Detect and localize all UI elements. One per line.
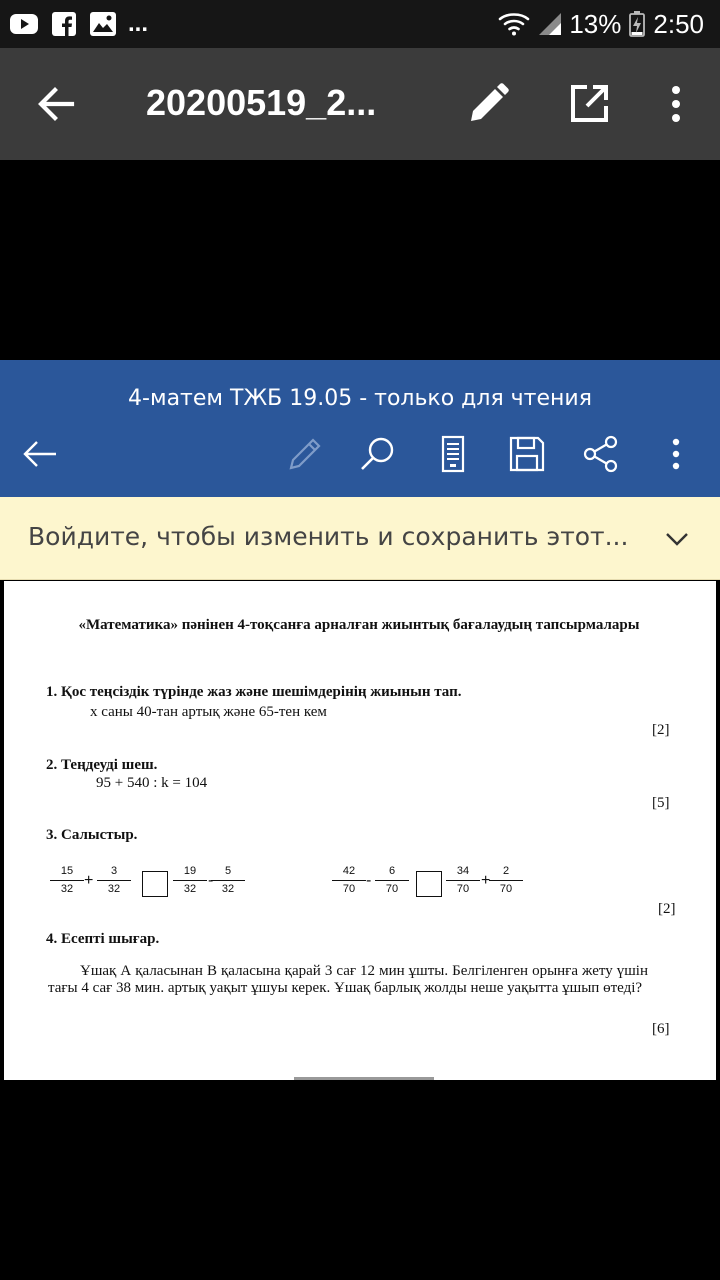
- facebook-icon: [52, 12, 76, 36]
- fraction-denominator: 32: [183, 883, 197, 895]
- fraction-denominator: 70: [456, 883, 470, 895]
- fraction-denominator: 32: [60, 883, 74, 895]
- reading-view-icon[interactable]: [433, 434, 473, 474]
- system-indicators: [497, 8, 704, 40]
- clock: 2:50: [653, 8, 704, 39]
- fraction-denominator: 70: [385, 883, 399, 895]
- comparison-box: [142, 871, 168, 897]
- open-external-icon[interactable]: [565, 80, 613, 128]
- search-icon[interactable]: [358, 434, 398, 474]
- operator: +: [481, 872, 491, 889]
- fraction: [332, 865, 366, 896]
- operator: -: [366, 872, 372, 889]
- next-line-peek: [294, 1077, 434, 1080]
- fraction: [489, 865, 523, 896]
- fraction-denominator: 32: [107, 883, 121, 895]
- document-title: 4-матем ТЖБ 19.05 - только для чтения: [128, 386, 592, 411]
- operator: -: [208, 872, 214, 889]
- share-icon[interactable]: [581, 434, 621, 474]
- sign-in-message: Войдите, чтобы изменить и сохранить этот...: [28, 522, 629, 551]
- fraction: [211, 865, 245, 896]
- battery-percent: 13%: [569, 8, 622, 39]
- more-vert-icon[interactable]: [652, 80, 700, 128]
- task2-marks: [5]: [652, 795, 670, 811]
- back-arrow-icon[interactable]: [20, 434, 60, 474]
- file-title: 20200519_2...: [146, 82, 377, 123]
- document-page: [4, 581, 716, 1080]
- task4-marks: [6]: [652, 1021, 670, 1037]
- chevron-down-icon[interactable]: [660, 521, 694, 555]
- fraction-numerator: 5: [211, 865, 245, 881]
- fraction: [446, 865, 480, 896]
- more-notifications-indicator: ...: [128, 10, 149, 37]
- document-heading: «Математика» пәнінен 4-тоқсанға арналған жиынтық бағалаудың тапсырмалары: [78, 617, 640, 633]
- more-vert-icon[interactable]: [656, 434, 696, 474]
- fraction: [97, 865, 131, 896]
- task4-title: 4. Есепті шығар.: [46, 931, 160, 947]
- gallery-icon: [90, 12, 116, 36]
- save-icon[interactable]: [507, 434, 547, 474]
- fraction-denominator: 32: [221, 883, 235, 895]
- fraction-numerator: 15: [50, 865, 84, 881]
- sign-in-banner[interactable]: [0, 497, 720, 580]
- edit-pencil-icon[interactable]: [285, 434, 325, 474]
- task1-title: 1. Қос теңсіздік түрінде жаз және шешімдерінің жиынын тап.: [46, 684, 462, 700]
- back-arrow-icon[interactable]: [32, 80, 80, 128]
- notification-icons: [10, 8, 148, 40]
- task2-equation: 95 + 540 : k = 104: [96, 775, 208, 791]
- comparison-box: [416, 871, 442, 897]
- youtube-icon: [10, 13, 38, 35]
- task2-title: 2. Теңдеуді шеш.: [46, 757, 158, 773]
- operator: +: [84, 872, 94, 889]
- fraction: [50, 865, 84, 896]
- fraction-numerator: 19: [173, 865, 207, 881]
- fraction: [375, 865, 409, 896]
- fraction-numerator: 6: [375, 865, 409, 881]
- task1-text: х саны 40-тан артық және 65-тен кем: [90, 704, 327, 720]
- viewer-toolbar: [0, 48, 720, 160]
- fraction-denominator: 70: [342, 883, 356, 895]
- task1-marks: [2]: [652, 722, 670, 738]
- wifi-icon: [497, 11, 531, 37]
- task3-marks: [2]: [658, 901, 676, 917]
- fraction-numerator: 42: [332, 865, 366, 881]
- signal-icon: [539, 11, 561, 37]
- task4-text: Ұшақ А қаласынан В қаласына қарай 3 сағ 12 мин ұшты. Белгіленген орынға жету үшін тағы 4 сағ 38 мин. артық уақыт ұшуы керек. Ұшақ барлық жолды неше уақытта ұшып өтеді?: [48, 963, 648, 996]
- edit-pencil-icon[interactable]: [464, 80, 512, 128]
- status-bar: [0, 0, 720, 48]
- word-header: [0, 360, 720, 497]
- fraction-numerator: 34: [446, 865, 480, 881]
- fraction-numerator: 3: [97, 865, 131, 881]
- battery-charging-icon: [629, 11, 645, 37]
- task3-title: 3. Салыстыр.: [46, 827, 138, 843]
- fraction-denominator: 70: [499, 883, 513, 895]
- fraction-numerator: 2: [489, 865, 523, 881]
- fraction: [173, 865, 207, 896]
